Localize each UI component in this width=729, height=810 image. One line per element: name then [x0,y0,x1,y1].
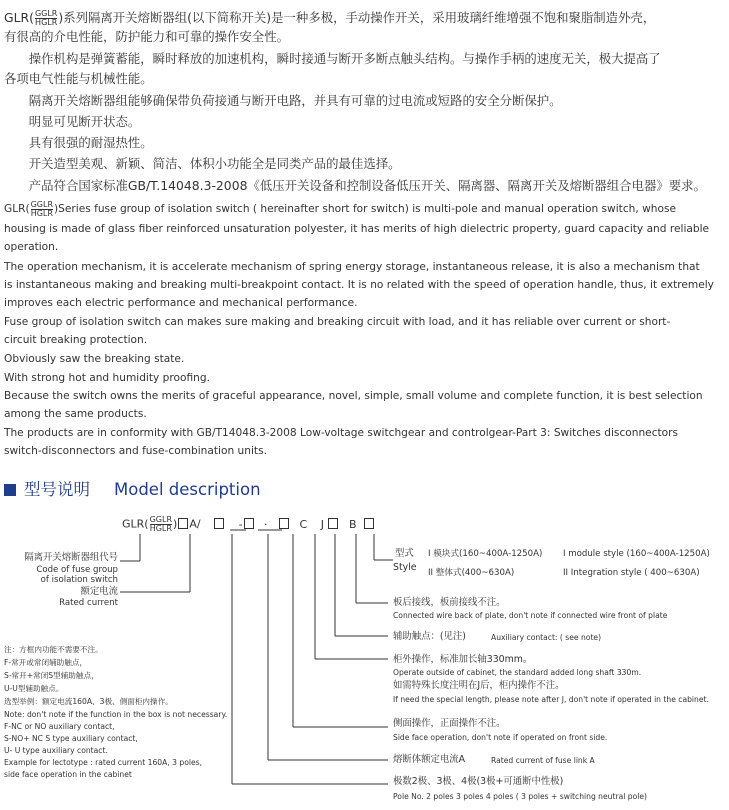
style-option-2: II 整体式(400~630A) [428,568,515,578]
en-para-2-line-2: is instantaneous making and breaking multi-breakpoint contact. It is no related with the speed of operation handle, thus, it extremely [4,279,714,291]
cn-para-4: 明显可见断开状态。 [4,114,141,129]
aux-en: Auxiliary contact: ( see note) [491,633,602,642]
gglr-hglr-fraction: GGLR HGLR [34,9,58,27]
slot-box-current [178,518,188,529]
cn-para-5: 具有很强的耐湿热性。 [4,135,153,150]
style-en: Style [393,562,417,573]
en-para-7-line-1: The products are in conformity with GB/T14048.3-2008 Low-voltage switchgear and controlgear-Part 3: Switches disconnectors [4,427,679,439]
note-line: U- U type auxiliary contact. [4,746,108,755]
plate-cn: 板后接线，板前接线不注。 [393,597,506,608]
note-line: 选型举例：额定电流160A、3极、侧面柜内操作。 [4,697,173,706]
en-para-6-line-1: Because the switch owns the merits of graceful appearance, novel, simple, small volume and complete function, it is best selection [4,390,703,402]
side-cn: 侧面操作，正面操作不注。 [393,718,506,729]
heading-en: Model description [114,480,261,499]
gglr-hglr-fraction: GGLR HGLR [30,199,54,218]
cn-para-2-line-1: 操作机构是弹簧蓄能，瞬时释放的加速机构，瞬时接通与断开多断点触头结构。与操作手柄的速度无关，极大提高了 [4,51,661,66]
gglr-hglr-fraction: GGLR HGLR [149,515,173,533]
heading-square-icon [4,484,16,496]
note-line: Example for lectotype : rated current 160A, 3 poles, [4,758,202,767]
cn-para-1-line-2: 有很高的介电性能，防护能力和可靠的操作安全性。 [4,29,289,44]
note-line: 注：方框内功能不需要不注。 [4,645,103,654]
label-current-en: Rated current [59,598,118,608]
fuse-en: Rated current of fuse link A [491,756,595,765]
en-para-2-line-1: The operation mechanism, it is accelerate mechanism of spring energy storage, instantaneous release, it is also a mechanism that [4,261,700,273]
style-option-1-en: I module style (160~400A-1250A) [563,549,710,559]
style-cn: 型式 [395,548,414,559]
label-current-cn: 额定电流 [80,586,118,597]
cn-para-1-line-1: GLR(GGLR HGLR )系列隔离开关熔断器组(以下简称开关)是一种多极，手动操作开关，采用玻璃纤维增强不饱和聚脂制造外壳， [4,9,656,27]
outside-cn-2: 如需特殊长度注明在J后，柜内操作不注。 [393,680,565,691]
heading-cn: 型号说明 [24,480,90,499]
poles-en: Pole No. 2 poles 3 poles 4 poles ( 3 poles + switching neutral pole) [393,792,647,801]
slot-box-poles [244,518,254,529]
label-group-en1: Code of fuse group [36,565,118,575]
note-line: U-U型辅助触点。 [4,684,64,693]
cn-para-2-line-2: 各项电气性能与机械性能。 [4,71,153,86]
en-para-4: Obviously saw the breaking state. [4,353,185,365]
style-option-2-en: II Integration style ( 400~630A) [563,568,700,578]
model-code: GLR(GGLR HGLR ) A/ - · C J B [122,516,375,533]
aux-cn: 辅助触点：(见注) [393,631,466,642]
note-line: F-常开或常闭辅助触点， [4,658,88,667]
en-para-7-line-2: switch-disconnectors and fuse-combination units. [4,445,267,457]
note-line: side face operation in the cabinet [4,770,132,779]
note-line: F-NC or NO auxiliary contact, [4,722,115,731]
section-heading [4,476,261,500]
note-line: Note: don't note if the function in the box is not necessary. [4,710,228,719]
outside-en: Operate outside of cabinet, the standard added long shaft 330m. [393,668,642,677]
poles-cn: 极数2极、3极、4极(3极+可通断中性极) [393,776,564,787]
en-para-3-line-1: Fuse group of isolation switch can makes sure making and breaking circuit with load, and it has reliable over current or short- [4,316,671,328]
en-para-6-line-2: among the same products. [4,408,147,420]
slot-box-style [364,518,374,529]
outside-en-2: If need the special length, please note after J, don't note if operated in the cabinet. [393,695,709,704]
en-para-1-line-1: GLR(GGLR HGLR )Series fuse group of isolation switch ( hereinafter short for switch) is multi-pole and manual operation switch, whose [4,199,676,218]
en-para-5: With strong hot and humidity proofing. [4,372,210,384]
style-option-1: I 模块式(160~400A-1250A) [428,549,543,559]
slot-box-aux [328,518,338,529]
en-para-1-line-3: operation. [4,241,59,253]
slot-box-side [279,518,289,529]
fuse-cn: 熔断体额定电流A [393,754,466,765]
cn-para-3: 隔离开关熔断器组能够确保带负荷接通与断开电路，并具有可靠的过电流或短路的安全分断保护。 [4,93,562,108]
model-diagram [0,508,729,808]
note-line: S-常开+常闭S型辅助触点， [4,671,99,680]
side-en: Side face operation, don't note if operated on front side. [393,733,608,742]
cn-para-7: 产品符合国家标准GB/T.14048.3-2008《低压开关设备和控制设备低压开关、隔离器、隔离开关及熔断器组合电器》要求。 [4,178,706,193]
plate-en: Connected wire back of plate, don't note if connected wire front of plate [393,611,668,620]
en-para-2-line-3: improves each electric performance and mechanical performance. [4,297,358,309]
en-para-3-line-2: circuit breaking protection. [4,334,148,346]
note-line: S-NO+ NC S type auxiliary contact, [4,734,138,743]
outside-cn: 柜外操作，标准加长轴330mm。 [393,654,533,665]
label-group-en2: of isolation switch [40,575,118,585]
cn-para-6: 开关造型美观、新颖、简洁、体积小功能全是同类产品的最佳选择。 [4,156,401,171]
en-para-1-line-2: housing is made of glass fiber reinforced unsaturation polyester, it has merits of high dielectric property, guard capacity and reliable [4,223,710,235]
slot-box-fuse-current [214,518,224,529]
label-group-cn: 隔离开关熔断器组代号 [24,552,118,563]
